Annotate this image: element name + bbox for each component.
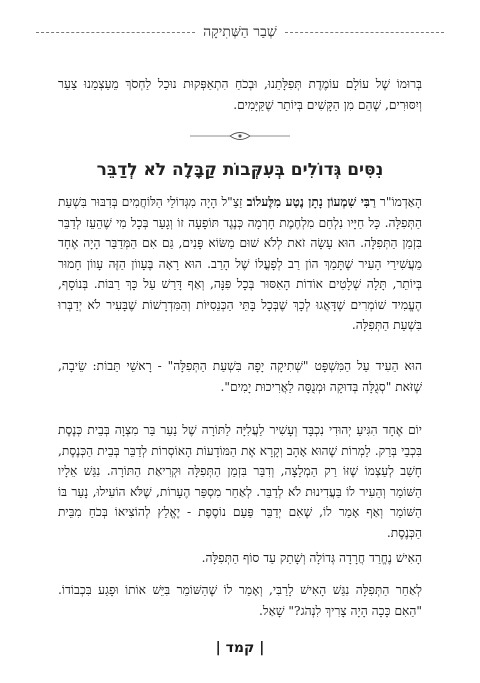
paragraph: בְּרוּמוֹ שֶׁל עוֹלָם עוֹמֶדֶת תְּפִלָּתֵנוּ, וּבְכֹחַ הִתְאַפְּקוּת נוּכַל לַחְסֹךְ מֵעַצְמֵנוּ צַעַר וְיִסּוּרִים, שֶׁהֵם מִן הַקָּשִׁים בְּיוֹתֵר שֶׁקַּיָּמִים.: [58, 77, 422, 112]
header-rule-left: [36, 32, 195, 33]
running-header: [36, 22, 444, 42]
section-heading: נִסִּים גְּדוֹלִים בְּעִקְּבוֹת קַבָּלָה לֹא לְדַבֵּר: [96, 160, 384, 180]
paragraph: לְאַחַר הַתְּפִלָּה נִגַּשׁ הָאִישׁ לָרַבִּי, וְאָמַר לוֹ שֶׁהַשּׁוֹמֵר בִּיֵּשׁ אוֹתוֹ וּפָגַע בִּכְבוֹדוֹ. "הַאִם כָּכָה הָיָה צָרִיךְ לִנְהֹג?" שָׁאַל.: [58, 583, 422, 618]
paragraph: יוֹם אֶחָד הִגִּיעַ יְהוּדִי נִכְבָּד וְעָשִׁיר לַעֲלִיָּה לַתּוֹרָה שֶׁל נַעַר בַּר מִצְוָה בְּבֵית כְּנֶסֶת בִּכְבֵי בְּרַק. לַמְרוֹת שֶׁהוּא אָהָב וְקָרָא אֶת הַמּוֹדָעוֹת הָאוֹסְרוֹת לְדַבֵּר בְּבֵית הַכְּנֶסֶת, חָשַׁב לְעַצְמוֹ שֶׁזּוֹ רַק הַמְלָצָה, וְדִבֵּר בִּזְמַן הַתְּפִלָּה וּקְרִיאַת הַתּוֹרָה. נִגַּשׁ אֵלָיו הַשּׁוֹמֵר וְהֵעִיר לוֹ בַּעֲדִינוּת לֹא לְדַבֵּר. לְאַחַר מִסְפַּר הֶעָרוֹת, שֶׁלֹּא הוֹעִילוּ, נָעַר בּוֹ הַשּׁוֹמֵר וְאַף אָמַר לוֹ, שֶׁאִם יְדַבֵּר פַּעַם נוֹסֶפֶת - יֶאֱלַץ לְהוֹצִיאוֹ בְּכֹחַ מִבֵּית הַכְּנֶסֶת.: [58, 423, 422, 540]
paragraph: [58, 192, 422, 336]
page-number: | קמד |: [215, 640, 265, 656]
paragraph-body: זַצַ"ל הָיָה מִגְּדוֹלֵי הַלּוֹחֲמִים בְּדִבּוּר בִּשְׁעַת הַתְּפִלָּה. כָּל חַיָּיו נִלְחַם מִלְחֶמֶת חָרְמָה כְּנֶגֶד תּוֹפָעָה זוֹ וְגָעַר בְּכָל מִי שֶׁהֵעֵז לְדַבֵּר בִּזְמַן הַתְּפִלָּה. הוּא עָשָׂה זֹאת לְלֹא שׁוּם מַשּׂוֹא פָּנִים, גַּם אִם הַמְּדַבֵּר הָיָה אֶחָד מֵעֲשִׁירֵי הָעִיר שֶׁתָּמַךְ הוֹן רַב לְפָעֳלוֹ שֶׁל הָרַב. הוּא רָאָה בֶּעָווֹן הַזֶּה עָווֹן חָמוּר בְּיוֹתֵר, תָּלָה שְׁלָטִים אוֹדוֹת הָאִסּוּר בְּכָל פִּנָּה, וְאַף דָּרַשׁ עַל כָּךְ רַבּוֹת. בְּנוֹסָף, הֶעֱמִיד שׁוֹמְרִים שֶׁדָּאֲגוּ לְכָךְ שֶׁבְּכָל בָּתֵּי הַכְּנֵסִיּוֹת וְהַמִּדְרָשׁוֹת שֶׁבָּעִיר לֹא יְדַבְּרוּ בִּשְׁעַת הַתְּפִלָּה.: [58, 195, 422, 332]
header-rule-right: [285, 32, 444, 33]
paragraph: הָאִישׁ נֶחֱרַד חֲרָדָה גְּדוֹלָה וְשָׁתַק עַד סוֹף הַתְּפִלָּה.: [201, 551, 422, 565]
paragraph: הוּא הֵעִיד עַל הַמִּשְׁפָּט "שְׁתִיקָה יָפָה בִּשְׁעַת הַתְּפִלָּה" - רָאשֵׁי תֵּבוֹת: שֵׂיבָה, שֶׁזֹּאת "סְגֻלָּה בְּדוּקָה וּמְנֻסָּה לַאֲרִיכוּת יָמִים".: [58, 359, 422, 394]
paragraph-prefix: הָאַדְמוֹ"ר: [375, 195, 422, 209]
rabbi-name: רַבִּי שִׁמְעוֹן נָתָן נֶטַע מִלֶּעלוֹב: [246, 195, 376, 209]
ornament-divider-icon: [190, 130, 290, 142]
running-header-title: שְׁבַר הַשְּׁתִיקָה: [203, 23, 277, 40]
